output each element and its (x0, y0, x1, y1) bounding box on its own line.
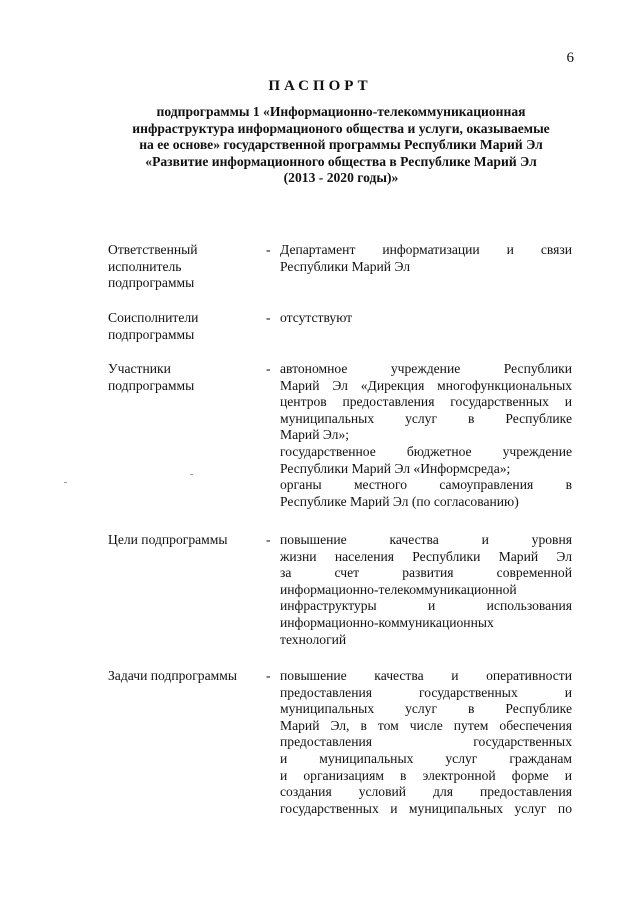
row-value-line: и организациям в электронной форме и (280, 767, 572, 783)
row-value-line: центров предоставления государственных и (280, 394, 572, 410)
row-value-line: Марий Эл, в том числе путем обеспечения (280, 717, 572, 733)
row-value-line: муниципальных услуг в Республике (280, 701, 572, 717)
row-value-line: за счет развития современной (280, 565, 572, 581)
row-value-line: Департамент информатизации и связи (280, 242, 572, 257)
row-label (108, 310, 258, 343)
scan-speck (190, 474, 193, 475)
document-title: ПАСПОРТ (268, 78, 372, 94)
row-label-line: подпрограммы (108, 326, 195, 342)
row-dash: - (266, 668, 271, 683)
subtitle-line: (2013 - 2020 годы)» (283, 170, 399, 185)
row-value (280, 361, 572, 510)
row-value-line: повышение качества и оперативности (280, 668, 572, 683)
subtitle-line: инфраструктура информационого общества и услуги, оказываемые (132, 120, 550, 136)
row-value (280, 242, 572, 275)
row-dash: - (266, 242, 271, 257)
subtitle-line: «Развитие информационного общества в Республике Марий Эл (145, 153, 537, 169)
row-value-line: предоставления государственных (280, 734, 572, 750)
row-value-line: автономное учреждение Республики (280, 361, 572, 376)
row-dash: - (266, 532, 271, 547)
row-value-line: информационно-телекоммуникационной (280, 581, 517, 597)
row-value-line: государственных и муниципальных услуг по (280, 800, 572, 816)
row-value (280, 310, 572, 327)
row-value-line: Марий Эл «Дирекция многофункциональных (280, 377, 572, 393)
row-dash: - (266, 310, 271, 325)
row-value (280, 668, 572, 817)
row-value (280, 532, 572, 648)
row-label (108, 532, 258, 549)
row-value-line: Республике Марий Эл (по согласованию) (280, 493, 519, 509)
row-value-line: муниципальных услуг в Республике (280, 410, 572, 426)
row-label-line: подпрограммы (108, 275, 195, 291)
document-subtitle (110, 104, 572, 187)
row-label-line: Цели подпрограммы (108, 532, 228, 547)
row-value-line: предоставления государственных и (280, 684, 572, 700)
row-value-line: Республики Марий Эл «Информсреда»; (280, 460, 511, 476)
row-value-line: повышение качества и уровня (280, 532, 572, 547)
row-value-line: создания условий для предоставления (280, 784, 572, 800)
row-label-line: подпрограммы (108, 377, 195, 393)
row-value-line: органы местного самоуправления в (280, 477, 572, 493)
row-value-line: технологий (280, 631, 347, 647)
row-value-line: Республики Марий Эл (280, 258, 411, 274)
row-value-line: Марий Эл»; (280, 427, 350, 443)
row-value-line: отсутствуют (280, 310, 353, 325)
row-value-line: и муниципальных услуг гражданам (280, 750, 572, 766)
row-label-line: Задачи подпрограммы (108, 668, 237, 683)
subtitle-line: на ее основе» государственной программы Республики Марий Эл (139, 137, 543, 152)
row-label (108, 242, 258, 292)
row-label (108, 361, 258, 394)
row-label (108, 668, 258, 685)
page-number: 6 (566, 50, 574, 66)
scan-speck (64, 482, 67, 483)
row-value-line: государственное бюджетное учреждение (280, 443, 572, 459)
row-label-line: Ответственный (108, 242, 198, 257)
row-label-line: Участники (108, 361, 171, 376)
row-value-line: инфраструктуры и использования (280, 598, 572, 614)
row-value-line: жизни населения Республики Марий Эл (280, 548, 572, 564)
row-label-line: Соисполнители (108, 310, 199, 325)
row-dash: - (266, 361, 271, 376)
row-value-line: информационно-коммуникационных (280, 614, 494, 630)
subtitle-line: подпрограммы 1 «Информационно-телекоммуникационная (156, 104, 526, 119)
row-label-line: исполнитель (108, 258, 182, 274)
